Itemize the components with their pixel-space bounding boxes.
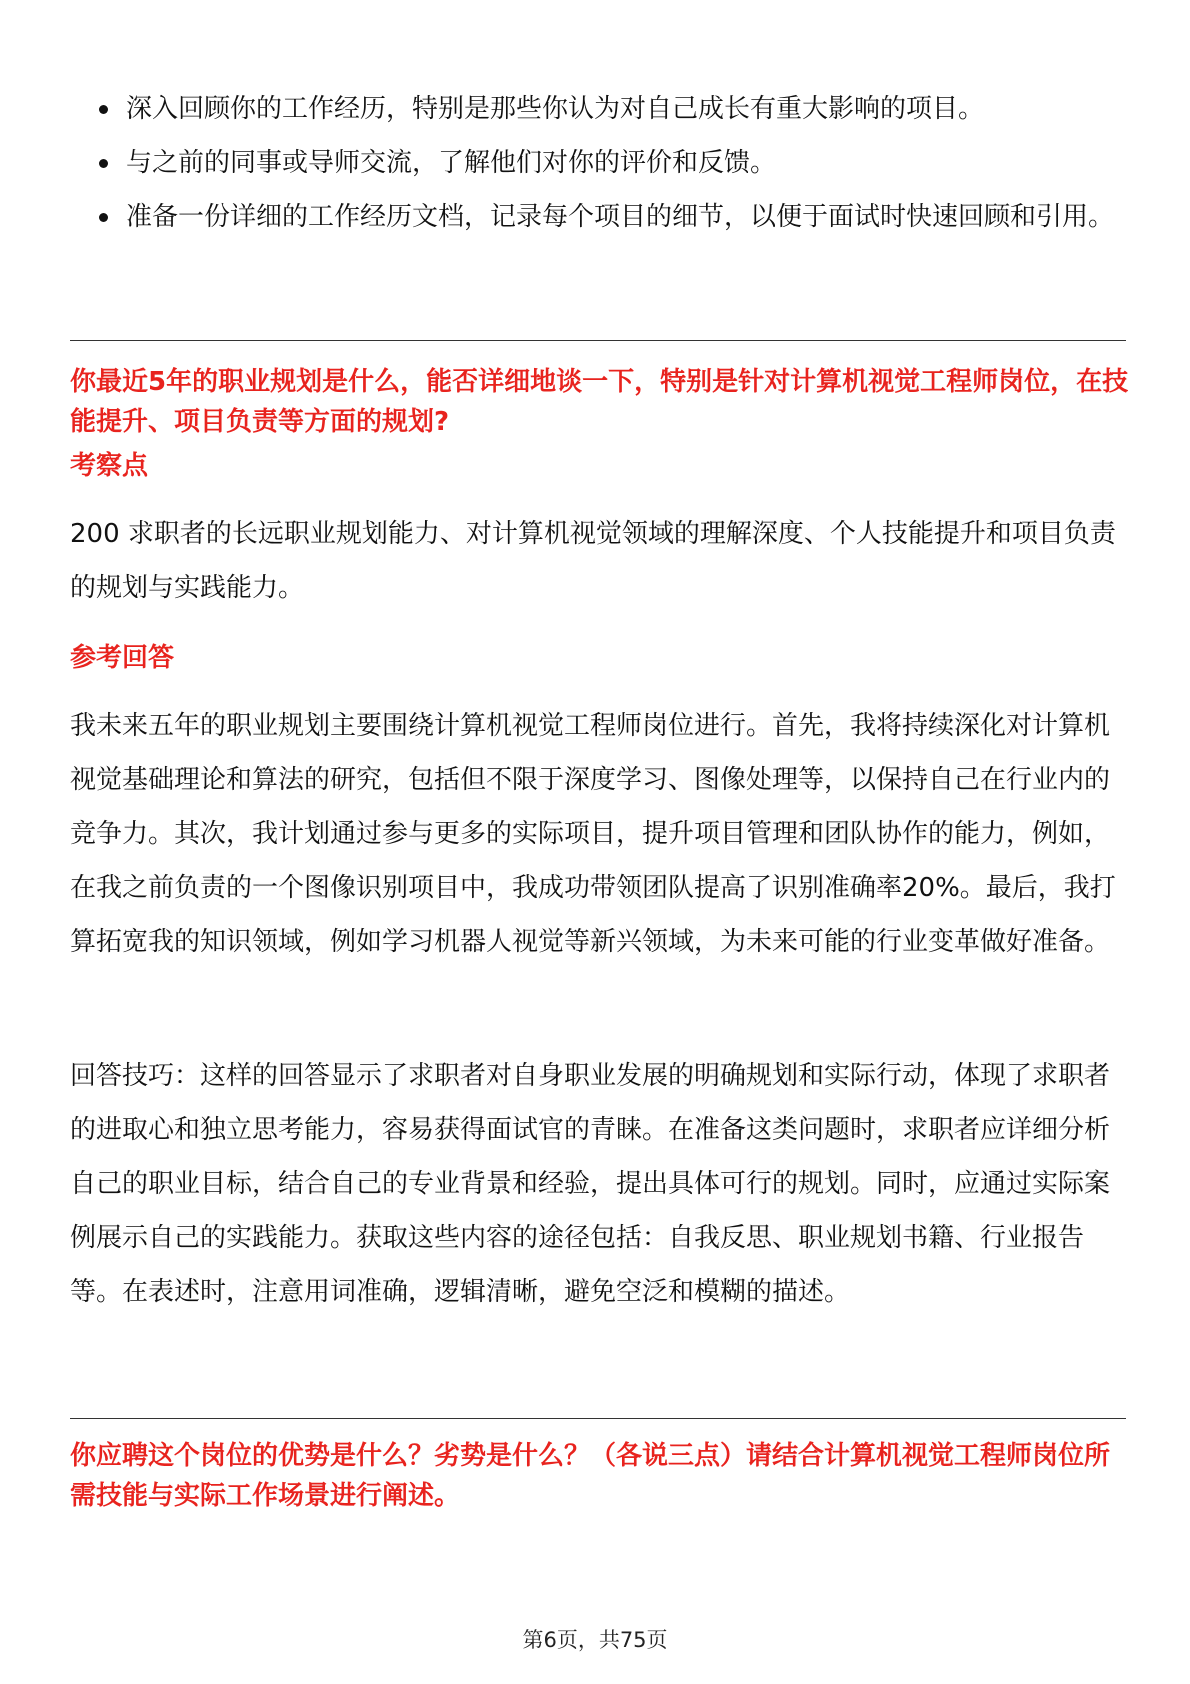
bullet-item: 准备一份详细的工作经历文档，记录每个项目的细节，以便于面试时快速回顾和引用。 bbox=[96, 190, 1126, 244]
bullet-dot-icon bbox=[99, 213, 108, 222]
bullet-dot-icon bbox=[99, 105, 108, 114]
focus-paragraph: 200 求职者的长远职业规划能力、对计算机视觉领域的理解深度、个人技能提升和项目负责的规划与实践能力。 bbox=[70, 519, 1116, 603]
answer-paragraph: 我未来五年的职业规划主要围绕计算机视觉工程师岗位进行。首先，我将持续深化对计算机视觉基础理论和算法的研究，包括但不限于深度学习、图像处理等，以保持自己在行业内的竞争力。其次，我计划通过参与更多的实际项目，提升项目管理和团队协作的能力，例如，在我之前负责的一个图像识别项目中，我成功带领团队提高了识别准确率20%。最后，我打算拓宽我的知识领域，例如学习机器人视觉等新兴领域，为未来可能的行业变革做好准备。 bbox=[70, 711, 1116, 957]
section-divider bbox=[70, 1418, 1126, 1419]
tips-paragraph: 回答技巧：这样的回答显示了求职者对自身职业发展的明确规划和实际行动，体现了求职者的进取心和独立思考能力，容易获得面试官的青睐。在准备这类问题时，求职者应详细分析自己的职业目标，结合自己的专业背景和经验，提出具体可行的规划。同时，应通过实际案例展示自己的实践能力。获取这些内容的途径包括：自我反思、职业规划书籍、行业报告等。在表述时，注意用词准确，逻辑清晰，避免空泛和模糊的描述。 bbox=[70, 1061, 1111, 1307]
bullet-list bbox=[96, 82, 1126, 244]
question-heading: 你最近5年的职业规划是什么，能否详细地谈一下，特别是针对计算机视觉工程师岗位，在技能提升、项目负责等方面的规划? bbox=[70, 367, 1129, 437]
bullet-item: 与之前的同事或导师交流，了解他们对你的评价和反馈。 bbox=[96, 136, 1126, 190]
answer-label: 参考回答 bbox=[70, 643, 175, 673]
section-divider bbox=[70, 340, 1126, 341]
question-heading: 你应聘这个岗位的优势是什么？劣势是什么？（各说三点）请结合计算机视觉工程师岗位所需技能与实际工作场景进行阐述。 bbox=[70, 1441, 1111, 1511]
bullet-item: 深入回顾你的工作经历，特别是那些你认为对自己成长有重大影响的项目。 bbox=[96, 82, 1126, 136]
focus-label: 考察点 bbox=[70, 451, 149, 481]
page-footer: 第6页，共75页 bbox=[522, 1628, 668, 1652]
bullet-dot-icon bbox=[99, 159, 108, 168]
